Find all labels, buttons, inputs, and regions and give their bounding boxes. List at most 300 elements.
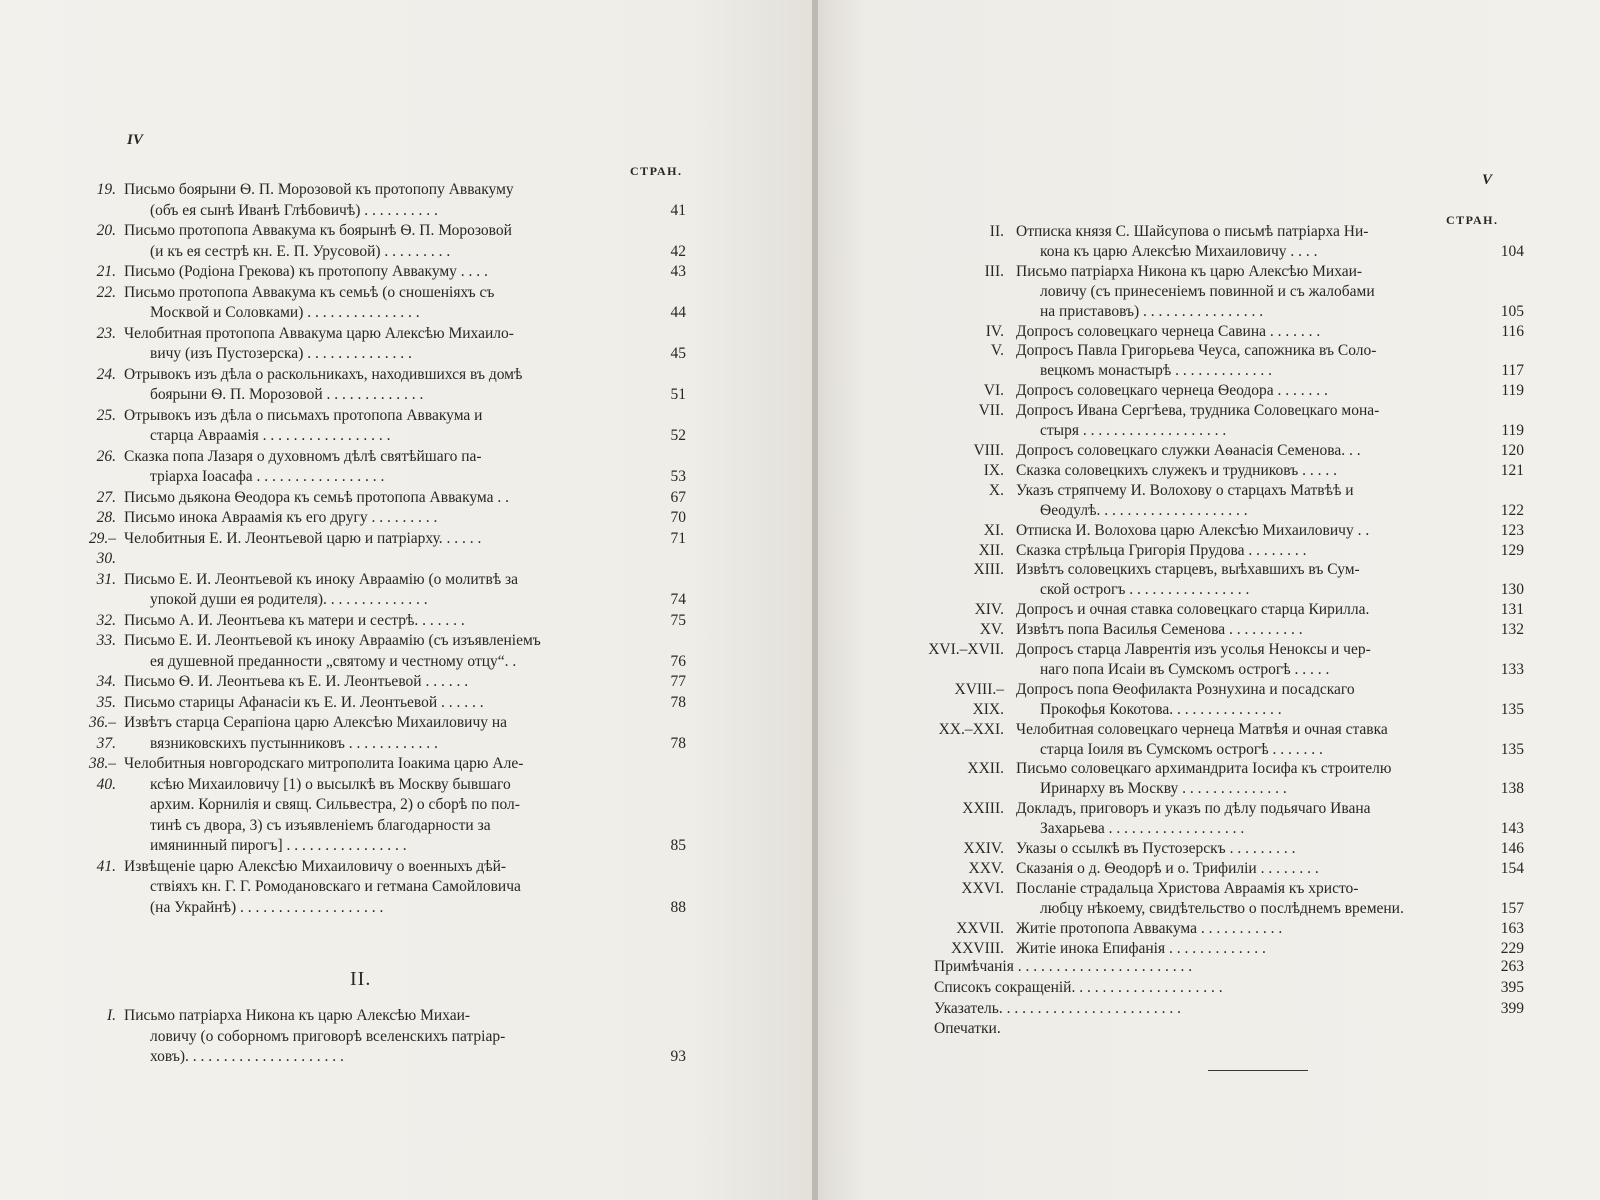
toc-entry bbox=[924, 620, 1524, 640]
entry-number: 36.–37. bbox=[88, 714, 116, 752]
page-number-line: 119 bbox=[1501, 422, 1524, 440]
entry-page-number bbox=[636, 508, 686, 529]
entry-number: XII. bbox=[978, 541, 1004, 559]
page-number-line bbox=[1476, 481, 1524, 501]
toc-entry bbox=[72, 262, 686, 283]
page-number-line: 85 bbox=[670, 837, 686, 854]
toc-entry bbox=[924, 481, 1524, 521]
toc-entry bbox=[924, 341, 1524, 381]
entry-number: XVI.–XVII. bbox=[928, 641, 1004, 659]
entry-title bbox=[124, 221, 636, 262]
entry-number: XV. bbox=[979, 621, 1004, 639]
entry-title-line: Москвой и Соловками) . . . . . . . . . . . . . . . bbox=[150, 304, 420, 321]
entry-title bbox=[1016, 759, 1476, 799]
toc-entry bbox=[72, 221, 686, 262]
toc-entry bbox=[924, 759, 1524, 799]
page-number-line bbox=[1476, 640, 1524, 660]
entry-title-line: Отрывокъ изъ дѣла о письмахъ протопопа Аввакума и bbox=[124, 406, 483, 424]
entry-number: I. bbox=[106, 1007, 116, 1024]
entry-title bbox=[124, 857, 636, 919]
entry-number: XXVIII. bbox=[951, 939, 1004, 957]
left-section-list bbox=[72, 1006, 686, 1068]
entry-number: VIII. bbox=[973, 441, 1004, 459]
page-number-line: 154 bbox=[1500, 860, 1524, 877]
entry-number: 20. bbox=[96, 222, 116, 239]
entry-title-line: старца Авраамія . . . . . . . . . . . . . . . . . bbox=[150, 427, 391, 444]
entry-title-line: Допросъ соловецкаго служки Аѳанасія Семенова. . . bbox=[1016, 441, 1361, 459]
page-number-line: 129 bbox=[1500, 541, 1524, 559]
entry-page-number bbox=[636, 713, 686, 754]
entry-title-line: Письмо патріарха Никона къ царю Алексѣю Михаи- bbox=[124, 1007, 471, 1024]
entry-number: 23. bbox=[96, 324, 116, 342]
entry-title-line: на приставовъ) . . . . . . . . . . . . . . . . bbox=[1040, 302, 1264, 320]
entry-number: 19. bbox=[96, 181, 116, 198]
page-number-line: 163 bbox=[1500, 919, 1524, 937]
toc-entry bbox=[72, 365, 686, 406]
entry-title-line: стыря . . . . . . . . . . . . . . . . . . . bbox=[1040, 422, 1227, 440]
entry-title bbox=[1016, 441, 1476, 461]
entry-title-line: Письмо Е. И. Леонтьевой къ иноку Авраамію (о молитвѣ за bbox=[124, 570, 519, 588]
page-number-line: 51 bbox=[670, 386, 686, 403]
toc-entry bbox=[924, 859, 1524, 879]
page-number-line: 119 bbox=[1501, 382, 1524, 400]
entry-page-number bbox=[1476, 680, 1524, 720]
appendix-page-number bbox=[1476, 1019, 1524, 1040]
entry-title-line: архим. Корнилія и свящ. Сильвестра, 2) о сборѣ по пол- bbox=[150, 796, 520, 813]
entry-title-line: Указы о ссылкѣ въ Пустозерскъ . . . . . . . . . bbox=[1016, 840, 1296, 858]
entry-title bbox=[1016, 859, 1476, 879]
entry-title bbox=[1016, 401, 1476, 441]
entry-title-line: наго попа Исаіи въ Сумскомъ острогѣ . . . . . bbox=[1040, 660, 1330, 678]
entry-title-line: Письмо Е. И. Леонтьевой къ иноку Авраамію (съ изъявленіемъ bbox=[124, 632, 541, 649]
page-number-line bbox=[636, 795, 686, 816]
page-number-line bbox=[636, 221, 686, 242]
toc-entry bbox=[924, 560, 1524, 600]
appendix-entry bbox=[934, 1019, 1524, 1040]
entry-title-line: Сказка стрѣльца Григорія Прудова . . . . . . . . bbox=[1016, 541, 1307, 559]
entry-title-line: (объ ея сынѣ Иванѣ Глѣбовичѣ) . . . . . . . . . . bbox=[150, 201, 438, 219]
entry-title bbox=[124, 508, 636, 529]
entry-number: XXVII. bbox=[956, 919, 1004, 937]
entry-number: VI. bbox=[983, 382, 1004, 400]
entry-number: 24. bbox=[96, 365, 116, 383]
entry-title-line: Извѣтъ попа Василья Семенова . . . . . . . . . . bbox=[1016, 621, 1303, 639]
page-number-line: 71 bbox=[670, 529, 686, 547]
entry-page-number bbox=[636, 262, 686, 283]
right-folio: V bbox=[1482, 172, 1493, 188]
entry-title-line: тріарха Іоасафа . . . . . . . . . . . . . . . . . bbox=[150, 468, 385, 485]
entry-page-number bbox=[636, 1006, 686, 1068]
entry-title-line: Письмо соловецкаго архимандрита Іосифа къ строителю bbox=[1016, 760, 1392, 778]
entry-title-line: Докладъ, приговоръ и указъ по дѣлу подьячаго Ивана bbox=[1016, 800, 1371, 818]
entry-title-line: вичу (изъ Пустозерска) . . . . . . . . . . . . . . bbox=[150, 345, 412, 362]
page-number-line bbox=[1476, 282, 1524, 302]
toc-entry bbox=[924, 322, 1524, 342]
entry-title-line: боярыни Ѳ. П. Морозовой . . . . . . . . . . . . . bbox=[150, 386, 424, 403]
page-number-line bbox=[636, 877, 686, 898]
entry-title-line: Письмо протопопа Аввакума къ семьѣ (о сношеніяхъ съ bbox=[124, 283, 495, 301]
entry-title-line: Челобитная протопопа Аввакума царю Алексѣю Михаило- bbox=[124, 324, 514, 342]
entry-title-line: Житіе протопопа Аввакума . . . . . . . . . . . bbox=[1016, 919, 1283, 937]
entry-page-number bbox=[636, 324, 686, 365]
toc-entry bbox=[924, 799, 1524, 839]
entry-number: II. bbox=[989, 223, 1004, 240]
toc-entry bbox=[924, 441, 1524, 461]
entry-number: XI. bbox=[983, 521, 1004, 539]
toc-entry bbox=[924, 720, 1524, 760]
page-number-line: 78 bbox=[670, 693, 686, 711]
page-number-line bbox=[636, 365, 686, 386]
toc-entry bbox=[924, 919, 1524, 939]
entry-page-number bbox=[1476, 640, 1524, 680]
entry-page-number bbox=[636, 529, 686, 570]
entry-title-line: Письмо старицы Афанасіи къ Е. И. Леонтьевой . . . . . . bbox=[124, 693, 484, 711]
toc-entry bbox=[72, 283, 686, 324]
page-number-line: 88 bbox=[670, 898, 686, 916]
page-number-line: 77 bbox=[670, 673, 686, 690]
page-number-line: 52 bbox=[670, 427, 686, 444]
entry-title bbox=[1016, 839, 1476, 859]
entry-page-number bbox=[1476, 541, 1524, 561]
entry-page-number bbox=[636, 406, 686, 447]
appendix-page-number: 395 bbox=[1500, 978, 1524, 996]
entry-title-line: Иринарху въ Москву . . . . . . . . . . . . . . bbox=[1040, 780, 1287, 798]
entry-title-line: Сказанія о д. Ѳеодорѣ и о. Трифиліи . . . . . . . . bbox=[1016, 860, 1319, 877]
entry-page-number bbox=[1476, 222, 1524, 262]
page-number-line: 75 bbox=[670, 611, 686, 629]
page-number-line: 133 bbox=[1500, 660, 1524, 678]
page-number-line bbox=[636, 816, 686, 837]
page-number-line: 135 bbox=[1500, 700, 1524, 718]
entry-page-number bbox=[636, 365, 686, 406]
page-number-line bbox=[636, 631, 686, 652]
entry-title-line: тинѣ съ двора, 3) съ изъявленіемъ благодарности за bbox=[150, 816, 491, 834]
entry-title-line: вязниковскихъ пустынниковъ . . . . . . . . . . . . bbox=[150, 734, 438, 752]
page-number-line: 116 bbox=[1501, 322, 1524, 340]
entry-number: IV. bbox=[985, 322, 1004, 340]
entry-title bbox=[124, 693, 636, 714]
entry-title bbox=[1016, 620, 1476, 640]
entry-page-number bbox=[636, 447, 686, 488]
entry-number: 28. bbox=[96, 509, 116, 526]
entry-number: 32. bbox=[96, 611, 116, 629]
entry-number: 35. bbox=[96, 693, 116, 711]
right-appendix-list bbox=[934, 957, 1524, 1040]
appendix-page-number: 399 bbox=[1500, 999, 1524, 1017]
appendix-entry bbox=[934, 957, 1524, 978]
page-number-line: 157 bbox=[1500, 899, 1524, 917]
entry-title bbox=[124, 447, 636, 488]
entry-title-line: Отписка князя С. Шайсупова о письмѣ патріарха Ни- bbox=[1016, 223, 1369, 240]
entry-title bbox=[124, 754, 636, 857]
entry-page-number bbox=[1476, 720, 1524, 760]
entry-title-line: Челобитныя новгородскаго митрополита Іоакима царю Але- bbox=[124, 755, 524, 772]
toc-entry bbox=[924, 222, 1524, 262]
page-number-line: 131 bbox=[1500, 601, 1524, 619]
page-number-line: 104 bbox=[1500, 242, 1524, 260]
page-number-line bbox=[1476, 759, 1524, 779]
appendix-entry bbox=[934, 978, 1524, 999]
entry-title-line: Письмо боярыни Ѳ. П. Морозовой къ протопопу Аввакуму bbox=[124, 181, 514, 198]
toc-entry bbox=[924, 461, 1524, 481]
toc-entry bbox=[72, 611, 686, 632]
entry-number: 34. bbox=[96, 673, 116, 690]
entry-title-line: Извѣщеніе царю Алексѣю Михаиловичу о военныхъ дѣй- bbox=[124, 857, 507, 875]
page-number-line: 121 bbox=[1500, 461, 1524, 479]
entry-page-number bbox=[636, 672, 686, 693]
toc-entry bbox=[72, 447, 686, 488]
entry-title-line: ловичу (съ принесеніемъ повинной и съ жалобами bbox=[1040, 282, 1375, 300]
page-number-line: 44 bbox=[670, 304, 686, 321]
closing-rule bbox=[1208, 1070, 1308, 1071]
page-number-line: 76 bbox=[670, 652, 686, 670]
entry-title bbox=[1016, 541, 1476, 561]
appendix-label: Примѣчанія . . . . . . . . . . . . . . . . . . . . . . . bbox=[934, 958, 1193, 975]
page-number-line bbox=[1476, 560, 1524, 580]
page-number-line bbox=[636, 857, 686, 878]
entry-page-number bbox=[1476, 620, 1524, 640]
page-number-line: 138 bbox=[1500, 780, 1524, 798]
entry-number: III. bbox=[984, 262, 1004, 280]
entry-title bbox=[1016, 381, 1476, 401]
toc-entry bbox=[924, 839, 1524, 859]
entry-page-number bbox=[1476, 600, 1524, 620]
page-number-line bbox=[1476, 341, 1524, 361]
entry-title-line: Отписка И. Волохова царю Алексѣю Михаиловичу . . bbox=[1016, 521, 1370, 539]
entry-title-line: Указъ стряпчему И. Волохову о старцахъ Матвѣѣ и bbox=[1016, 481, 1354, 499]
page-number-line: 132 bbox=[1500, 621, 1524, 639]
entry-title bbox=[1016, 560, 1476, 600]
page-number-line: 123 bbox=[1500, 521, 1524, 539]
entry-number: XXII. bbox=[967, 760, 1004, 778]
page-number-line: 146 bbox=[1500, 840, 1524, 858]
entry-number: X. bbox=[988, 481, 1004, 499]
entry-title bbox=[1016, 600, 1476, 620]
entry-number: 29.–30. bbox=[88, 529, 116, 567]
entry-title-line: Извѣтъ старца Серапіона царю Алексѣю Михаиловичу на bbox=[124, 714, 508, 731]
entry-page-number bbox=[1476, 939, 1524, 959]
entry-title-line: ея душевной преданности „святому и честному отцу“. . bbox=[150, 652, 517, 670]
entry-title bbox=[124, 1006, 636, 1068]
entry-page-number bbox=[636, 570, 686, 611]
entry-title bbox=[124, 180, 636, 221]
entry-title bbox=[124, 262, 636, 283]
entry-title-line: Ѳеодулѣ. . . . . . . . . . . . . . . . . . . . bbox=[1040, 501, 1248, 519]
page-number-line bbox=[636, 447, 686, 468]
page-number-line bbox=[636, 775, 686, 796]
page-number-line bbox=[636, 406, 686, 427]
entry-number: 22. bbox=[96, 283, 116, 301]
page-number-line bbox=[1476, 401, 1524, 421]
page-number-line bbox=[636, 180, 686, 201]
page-number-line: 74 bbox=[670, 591, 686, 608]
entry-number: XXIII. bbox=[962, 800, 1004, 818]
page-number-line bbox=[1476, 799, 1524, 819]
appendix-page-number: 263 bbox=[1500, 958, 1524, 975]
entry-title-line: Челобитная соловецкаго чернеца Матвѣя и очная ставка bbox=[1016, 720, 1388, 738]
right-page bbox=[818, 0, 1600, 1200]
page-number-line: 122 bbox=[1500, 501, 1524, 519]
toc-entry bbox=[72, 1006, 686, 1068]
entry-page-number bbox=[1476, 839, 1524, 859]
entry-page-number bbox=[1476, 401, 1524, 441]
entry-title-line: кона къ царю Алексѣю Михаиловичу . . . . bbox=[1040, 242, 1318, 260]
toc-entry bbox=[72, 713, 686, 754]
page-number-line: 117 bbox=[1501, 362, 1524, 380]
entry-page-number bbox=[636, 754, 686, 857]
entry-number: 26. bbox=[96, 447, 116, 465]
entry-title bbox=[124, 611, 636, 632]
entry-title-line: Отрывокъ изъ дѣла о раскольникахъ, находившихся въ домѣ bbox=[124, 365, 523, 383]
entry-page-number bbox=[1476, 441, 1524, 461]
entry-title-line: ствіяхъ кн. Г. Г. Ромодановскаго и гетмана Самойловича bbox=[150, 878, 521, 895]
entry-title bbox=[1016, 919, 1476, 939]
page-number-line: 229 bbox=[1500, 939, 1524, 957]
entry-number: 38.–40. bbox=[88, 755, 116, 793]
entry-title-line: Письмо патріарха Никона къ царю Алексѣю Михаи- bbox=[1016, 262, 1363, 280]
toc-entry bbox=[72, 180, 686, 221]
page-number-line bbox=[1476, 680, 1524, 700]
entry-title-line: Письмо Ѳ. И. Леонтьева къ Е. И. Леонтьевой . . . . . . bbox=[124, 673, 469, 690]
entry-title bbox=[124, 713, 636, 754]
entry-page-number bbox=[1476, 521, 1524, 541]
entry-title bbox=[1016, 481, 1476, 521]
entry-title-line: любцу нѣкоему, свидѣтельство о послѣднемъ времени. bbox=[1040, 899, 1404, 917]
page-number-line: 78 bbox=[670, 734, 686, 752]
entry-number: XXIV. bbox=[963, 840, 1004, 858]
entry-title-line: Житіе инока Епифанія . . . . . . . . . . . . . bbox=[1016, 939, 1266, 957]
entry-title bbox=[1016, 521, 1476, 541]
entry-title-line: Письмо протопопа Аввакума къ боярынѣ Ѳ. П. Морозовой bbox=[124, 222, 512, 239]
appendix-entry bbox=[934, 999, 1524, 1020]
toc-entry bbox=[924, 262, 1524, 322]
entry-title-line: имянинный пирогъ] . . . . . . . . . . . . . . . . bbox=[150, 837, 407, 854]
entry-title bbox=[124, 570, 636, 611]
entry-page-number bbox=[636, 180, 686, 221]
entry-page-number bbox=[1476, 341, 1524, 381]
entry-page-number bbox=[636, 631, 686, 672]
page-number-line bbox=[636, 1027, 686, 1048]
entry-page-number bbox=[636, 857, 686, 919]
entry-number: XIV. bbox=[974, 601, 1004, 619]
entry-title bbox=[1016, 341, 1476, 381]
entry-page-number bbox=[1476, 262, 1524, 322]
page-number-line bbox=[1476, 879, 1524, 899]
entry-title-line: Письмо А. И. Леонтьева къ матери и сестрѣ. . . . . . . bbox=[124, 611, 465, 629]
entry-page-number bbox=[1476, 879, 1524, 919]
entry-title bbox=[1016, 680, 1476, 720]
page-number-line: 43 bbox=[670, 263, 686, 280]
entry-title-line: старца Іоиля въ Сумскомъ острогѣ . . . . . . . bbox=[1040, 740, 1323, 758]
left-toc-list bbox=[72, 180, 686, 918]
entry-title-line: ксѣю Михаиловичу [1) о высылкѣ въ Москву бывшаго bbox=[150, 775, 511, 793]
entry-number: 25. bbox=[96, 406, 116, 424]
entry-page-number bbox=[636, 221, 686, 262]
entry-number: XXVI. bbox=[961, 879, 1004, 897]
entry-number: XX.–XXI. bbox=[938, 720, 1004, 738]
toc-entry bbox=[924, 879, 1524, 919]
entry-title-line: Допросъ старца Лаврентія изъ усолья Неноксы и чер- bbox=[1016, 641, 1371, 659]
toc-entry bbox=[924, 680, 1524, 720]
entry-title bbox=[124, 365, 636, 406]
page-number-line bbox=[636, 283, 686, 304]
right-toc-list bbox=[924, 222, 1524, 959]
entry-title bbox=[124, 283, 636, 324]
toc-entry bbox=[72, 857, 686, 919]
entry-page-number bbox=[1476, 919, 1524, 939]
toc-entry bbox=[924, 401, 1524, 441]
page-number-line: 53 bbox=[670, 468, 686, 485]
entry-number: IX. bbox=[983, 461, 1004, 479]
page-number-line: 120 bbox=[1500, 441, 1524, 459]
toc-entry bbox=[72, 324, 686, 365]
entry-title bbox=[124, 529, 636, 570]
page-number-line bbox=[636, 570, 686, 591]
entry-page-number bbox=[636, 283, 686, 324]
appendix-label: Списокъ сокращеній. . . . . . . . . . . . . . . . . . . . bbox=[934, 978, 1223, 996]
entry-title-line: ховъ). . . . . . . . . . . . . . . . . . . . . bbox=[150, 1048, 344, 1065]
entry-title-line: Прокофья Кокотова. . . . . . . . . . . . . . . bbox=[1040, 700, 1282, 718]
entry-title bbox=[1016, 720, 1476, 760]
entry-title bbox=[1016, 461, 1476, 481]
entry-page-number bbox=[636, 611, 686, 632]
toc-entry bbox=[924, 640, 1524, 680]
toc-entry bbox=[924, 381, 1524, 401]
page-number-line: 41 bbox=[670, 201, 686, 219]
entry-number: 41. bbox=[96, 857, 116, 875]
page-number-line bbox=[1476, 222, 1524, 242]
entry-number: 33. bbox=[96, 632, 116, 649]
page-number-line bbox=[636, 1006, 686, 1027]
entry-page-number bbox=[1476, 381, 1524, 401]
entry-title-line: Сказка соловецкихъ служекъ и трудниковъ . . . . . bbox=[1016, 461, 1337, 479]
page-number-line bbox=[636, 754, 686, 775]
entry-number: XIII. bbox=[973, 561, 1004, 579]
page-number-line: 135 bbox=[1500, 740, 1524, 758]
entry-number: XXV. bbox=[968, 860, 1004, 877]
toc-entry bbox=[72, 672, 686, 693]
toc-entry bbox=[72, 631, 686, 672]
entry-title bbox=[1016, 939, 1476, 959]
left-folio: IV bbox=[127, 132, 143, 148]
entry-page-number bbox=[1476, 759, 1524, 799]
toc-entry bbox=[924, 939, 1524, 959]
entry-number: 21. bbox=[96, 263, 116, 280]
page-number-line: 70 bbox=[670, 509, 686, 526]
page-number-line bbox=[636, 713, 686, 734]
entry-title bbox=[1016, 799, 1476, 839]
entry-page-number bbox=[1476, 481, 1524, 521]
entry-page-number bbox=[636, 693, 686, 714]
toc-entry bbox=[924, 541, 1524, 561]
page-number-line: 67 bbox=[670, 488, 686, 506]
entry-title-line: Челобитныя Е. И. Леонтьевой царю и патріарху. . . . . . bbox=[124, 529, 482, 547]
entry-title-line: Письмо инока Авраамія къ его другу . . . . . . . . . bbox=[124, 509, 438, 526]
entry-number: 31. bbox=[96, 570, 116, 588]
toc-entry bbox=[72, 529, 686, 570]
entry-title-line: (и къ ея сестрѣ кн. Е. П. Урусовой) . . . . . . . . . bbox=[150, 242, 451, 260]
entry-page-number bbox=[636, 488, 686, 509]
entry-title-line: ловичу (о соборномъ приговорѣ вселенскихъ патріар- bbox=[150, 1027, 506, 1045]
entry-title-line: Допросъ соловецкаго чернеца Савина . . . . . . . bbox=[1016, 322, 1321, 340]
entry-title-line: Допросъ соловецкаго чернеца Ѳеодора . . . . . . . bbox=[1016, 382, 1328, 400]
entry-title-line: (на Украйнѣ) . . . . . . . . . . . . . . . . . . . bbox=[150, 898, 384, 916]
entry-number: XVIII.–XIX. bbox=[954, 680, 1004, 718]
page-number-line: 42 bbox=[670, 242, 686, 260]
toc-entry bbox=[72, 406, 686, 447]
entry-title-line: вецкомъ монастырѣ . . . . . . . . . . . . . bbox=[1040, 362, 1273, 380]
appendix-label: Указатель. . . . . . . . . . . . . . . . . . . . . . . . bbox=[934, 999, 1181, 1017]
